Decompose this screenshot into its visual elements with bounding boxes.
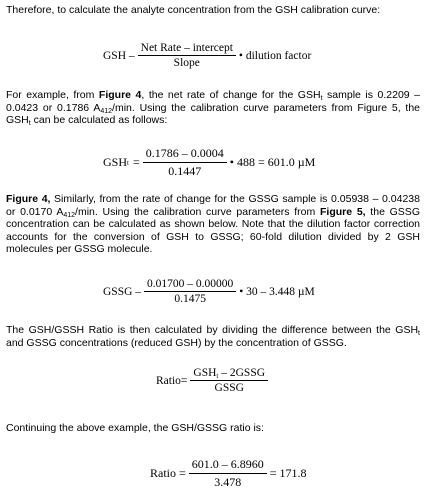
ratio-lhs: Ratio=	[156, 374, 188, 387]
ratio-formula	[156, 367, 271, 394]
ratio-calc-lhs: Ratio =	[150, 466, 186, 480]
gsh-fraction	[143, 146, 227, 179]
formula-rhs: • dilution factor	[238, 49, 312, 62]
subscript: t	[418, 330, 420, 337]
text-run: sample is 0.2209 – 0.0423 or 0.1786 A	[6, 89, 420, 114]
gsh-example-paragraph	[6, 89, 420, 127]
text-run: Similarly, from the rate of change for the GSSG sample is 0.05938 – 0.04238 or 0.0170 A	[6, 193, 420, 218]
gsh-calculation: GSH t = $\frac{0.1786 - 0.0004}{0.1447}$ • 488 = 601.0 µM	[103, 146, 316, 178]
subscript: t	[28, 120, 31, 128]
gssg-example-paragraph	[6, 193, 420, 256]
subscript: 412	[63, 211, 76, 219]
text-run: the GSSG concentration can be calculated as shown below. Note that the dilution factor correction accounts for the conversion of GSH to GSSG; 60-fold dilution divided by 2 GSH molecules per GSSG molecule.	[6, 205, 420, 256]
subscript: t	[216, 372, 219, 380]
formula-numerator: Net Rate – intercept	[138, 42, 236, 56]
text-run: For example, from	[6, 89, 99, 101]
gssg-calculation	[103, 278, 315, 305]
formula-denominator: Slope	[173, 57, 200, 69]
text-run: can be calculated as follows:	[30, 114, 168, 127]
ratio-denominator: GSSG	[214, 382, 244, 394]
formula-lhs: GSH –	[103, 49, 135, 62]
text-run: /min. Using the calibration curve parameters from	[75, 205, 320, 218]
ratio-example-paragraph	[6, 422, 420, 435]
ratio-calc-denominator: 3.478	[214, 475, 242, 489]
gssg-result: • 30 – 3.448 µM	[239, 285, 315, 298]
subscript: 412	[100, 107, 113, 115]
ratio-calc-result: = 171.8	[269, 466, 307, 480]
general-formula	[103, 42, 311, 69]
formula-fraction	[138, 42, 236, 69]
ratio-intro-paragraph	[6, 324, 420, 349]
gssg-denominator: 0.1475	[174, 293, 206, 305]
figure-ref: Figure 5,	[320, 205, 366, 218]
text-run: , the net rate of change for the GSH	[141, 89, 321, 101]
text-run: and GSSG concentrations (reduced GSH) by the concentration of GSSG.	[6, 336, 347, 349]
figure-ref: Figure 4	[98, 89, 142, 101]
text-run: – 2GSSG	[218, 367, 266, 379]
figure-ref: Figure 4,	[6, 193, 51, 205]
gssg-fraction	[144, 278, 236, 305]
subscript: t	[320, 95, 323, 102]
gsh-denominator: 0.1447	[168, 164, 202, 178]
ratio-numerator	[190, 367, 268, 381]
intro-paragraph	[6, 4, 420, 17]
equals-sign: =	[132, 155, 140, 169]
gsh-lhs: GSH	[103, 155, 128, 169]
text-run: The GSH/GSSH Ratio is then calculated by dividing the difference between the GSH	[6, 324, 419, 336]
ratio-fraction	[190, 367, 268, 394]
text-run: /min. Using the calibration curve parameters from Figure 5, the GSH	[6, 101, 420, 127]
text-run: Continuing the above example, the GSH/GSSG ratio is:	[6, 422, 264, 434]
ratio-calc-fraction	[189, 457, 267, 490]
text-run: GSH	[193, 367, 217, 379]
ratio-calc-numerator: 601.0 – 6.8960	[189, 457, 267, 474]
gssg-numerator: 0.01700 – 0.00000	[144, 278, 236, 292]
gsh-result: • 488 = 601.0 µM	[229, 155, 316, 169]
ratio-calculation	[150, 457, 307, 490]
intro-text: Therefore, to calculate the analyte concentration from the GSH calibration curve:	[6, 4, 381, 16]
gssg-lhs: GSSG –	[103, 285, 142, 298]
gsh-numerator: 0.1786 – 0.0004	[143, 146, 227, 163]
